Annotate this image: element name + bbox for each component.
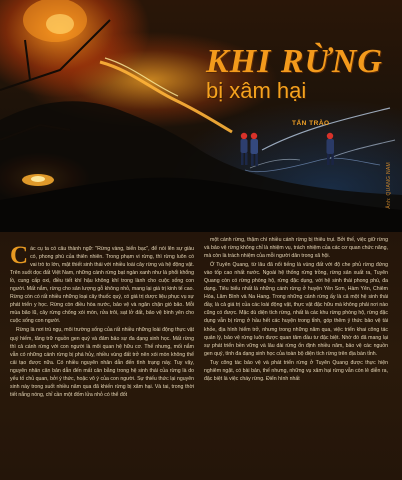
article-column-right <box>204 236 388 384</box>
paragraph: Rừng là nơi trú ngụ, môi trường sống của rất nhiều những loài động thực vật quý hiếm, tăng trữ nguồn gen quý và đảm bảo sự đa dạng sinh học. Mất rừng thì cả cánh rừng với con người là môi quan hệ hữu cơ. Thế nhưng, mối nắm vẫn có những cánh rừng bị phá hủy, nhiều vùng đất trở nên xói mòn không thể cải tạo được nữa. Có nhiều nguyên nhân dẫn đến tình trạng này. Tuy vậy, nguyên nhân căn bản dẫn đến mất cân bằng trong hệ sinh thái của rừng là do yếu tố chủ quan, bởi ý thức, hoặc vô ý của con người. Sự thiếu thức lại nguyên sinh này trong suốt nhiều năm qua đã khiến rừng bị xâm hại. Và tai, trong thời tiết nắng nóng, chỉ cần một đốm lửa nhỏ có thể đốt <box>10 327 194 398</box>
author-byline: TẤN TRÀO <box>292 120 330 127</box>
firefighter-3 <box>327 133 335 165</box>
forest-fire-illustration <box>0 0 402 232</box>
article-column-left <box>10 242 194 400</box>
photo-credit: Ảnh: QUANG NAM <box>386 162 392 209</box>
paragraph: Các cụ ta có câu thành ngữ: "Rừng vàng, biển bạc", để nói lên sự giàu có, phong phú của thiên nhiên. Trong phạm vi rừng, thì rừng luôn có vai trò to lớn, mật thiết sinh thái với nhiều loài cây rừng và hệ động vật. Trên suốt dọc đất Việt Nam, những cánh rừng bạt ngàn xanh như lá phổi khổng lồ, cung cấp oxi, điều tiết khí hậu không khí trong lành cho cuộc sống con người. Mất nắm, rừng cho sản lượng gỗ không nhỏ, mang lại giá trị kinh tế cao. Rừng còn có rất nhiều những loại cây thuốc quý, có giá trị dược liệu phục vụ sự phát triển y học. Rừng còn điều hòa nước, bảo vệ và ngăn chặn gió bão. Mỗi mùa bão lũ, cây rừng chống xói mòn, rửa trôi, sạt lở đất, bảo vệ bình yên cho cuộc sống con người. <box>10 242 194 325</box>
firefighter-1 <box>241 133 248 165</box>
fire-hose <box>245 158 380 171</box>
paragraph: Ở Tuyên Quang, từ lâu đã nổi tiếng là vùng đất với độ che phủ rừng đứng vào tốp cao nhất nước. Ngoài hệ thống rừng trồng, rừng sản xuất ra, Tuyên Quang còn có rừng phòng hộ, rừng đặc dụng, với hệ sinh thái phong phú, đa dạng. Tiêu biểu nhất là những cánh rừng ở huyện Yên Sơn, Hàm Yên, Chiêm Hóa, Lâm Bình và Na Hang. Trong những cánh rừng ấy là cả một hệ sinh thái đầy, là cả giá trị của các loài động vật, thực vật đặc hữu mà không phải nơi nào cũng có được. Mặc dù diện tích rừng, nhất là các khu rừng phòng hộ, rừng đặc dụng vẫn bị rừng ở hầu hết các huyện trong tỉnh, góp thêm ý thức bảo vệ tài khỏe, địa hình hiểm trở, nhưng trong những năm qua, việc triển khai công tác quản lý, bảo vệ rừng luôn được quan tâm đầu tư đặc biệt. Nhờ đó đã mang lại sự phát triển bền vững và lâu dài rừng ổn định nhiều năm, bảo vệ các nguồn gen quý, tính đa dạng sinh học của toàn bộ diện tích rừng trên địa bàn tỉnh. <box>204 262 388 357</box>
article-subtitle: bị xâm hại <box>206 78 307 103</box>
hero-photo <box>0 0 402 232</box>
drop-cap: C <box>10 242 29 269</box>
water-spray <box>262 108 390 150</box>
paragraph: một cánh rừng, thậm chí nhiều cánh rừng bị thiêu trụi. Bởi thế, việc giữ rừng và bảo vệ rừng không chỉ là nhiệm vụ, trách nhiệm của các cơ quan chức năng, mà còn là trách nhiệm của mỗi người dân trong xã hội. <box>204 237 388 260</box>
paragraph: Tuy công tác bảo vệ và phát triển rừng ở Tuyên Quang được thực hiện nghiêm ngặt, có bài bản, thế nhưng, những vụ xâm hại rừng vẫn còn lẻ diễn ra, đặc biệt là việc cháy rừng. Điển hình nhất <box>204 359 388 382</box>
firefighter-2 <box>251 133 259 166</box>
article-title: KHI RỪNG <box>206 43 383 80</box>
